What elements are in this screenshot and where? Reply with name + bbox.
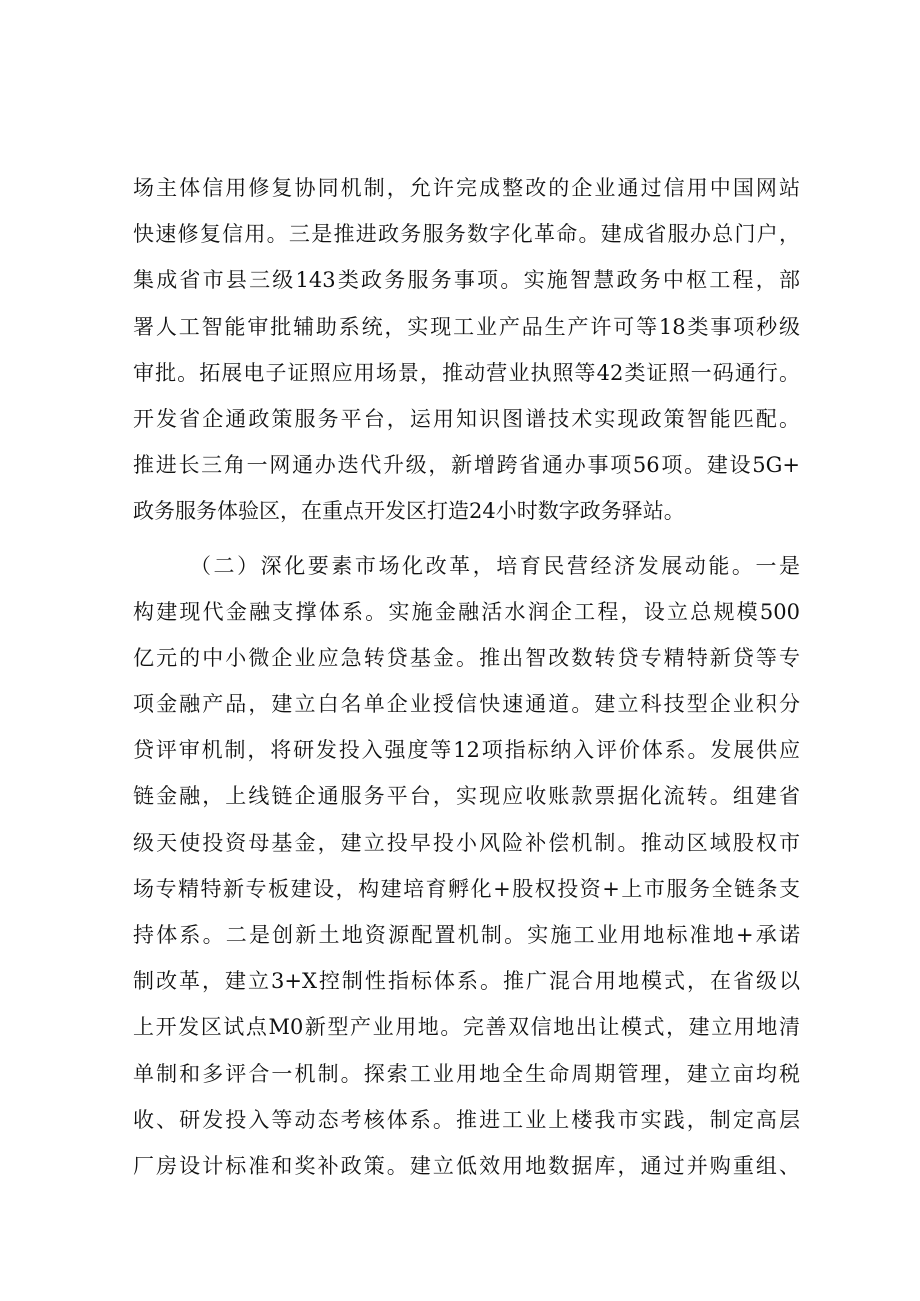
text-line: 政务服务体验区，在重点开发区打造24小时数字政务驿站。 [133,499,685,524]
text-line: 集成省市县三级143类政务服务事项。实施智慧政务中枢工程，部 [133,268,800,293]
text-line: 厂房设计标准和奖补政策。建立低效用地数据库，通过并购重组、 [133,1153,800,1178]
text-line: 署人工智能审批辅助系统，实现工业产品生产许可等18类事项秒级 [133,314,800,339]
paragraph-gap [133,535,800,543]
paragraph-2 [133,543,800,1190]
text-line: 制改革，建立3+X控制性指标体系。推广混合用地模式，在省级以 [133,969,800,994]
text-line: 推进长三角一网通办迭代升级，新增跨省通办事项56项。建设5G+ [133,453,800,478]
text-line: 上开发区试点M0新型产业用地。完善双信地出让模式，建立用地清 [133,1015,800,1040]
text-line: 开发省企通政策服务平台，运用知识图谱技术实现政策智能匹配。 [133,406,800,431]
document-body [133,165,800,1189]
text-line: 项金融产品，建立白名单企业授信快速通道。建立科技型企业积分 [133,692,800,717]
text-line: 收、研发投入等动态考核体系。推进工业上楼我市实践，制定高层 [133,1107,800,1132]
text-line: 持体系。二是创新土地资源配置机制。实施工业用地标准地+承诺 [133,923,800,947]
text-line: 亿元的中小微企业应急转贷基金。推出智改数转贷专精特新贷等专 [133,645,800,670]
text-line: 贷评审机制，将研发投入强度等12项指标纳入评价体系。发展供应 [133,738,800,763]
text-line: 级天使投资母基金，建立投早投小风险补偿机制。推动区域股权市 [133,830,800,855]
text-line: 场主体信用修复协同机制，允许完成整改的企业通过信用中国网站 [133,176,800,200]
text-line: 场专精特新专板建设，构建培育孵化+股权投资+上市服务全链条支 [133,876,800,901]
paragraph-1 [133,165,800,535]
text-line: 链金融，上线链企通服务平台，实现应收账款票据化流转。组建省 [133,784,800,809]
text-line: 构建现代金融支撑体系。实施金融活水润企工程，设立总规模500 [133,599,800,624]
section-heading-line: （二）深化要素市场化改革，培育民营经济发展动能。一是 [190,553,800,578]
text-line: 单制和多评合一机制。探索工业用地全生命周期管理，建立亩均税 [133,1061,800,1086]
text-line: 审批。拓展电子证照应用场景，推动营业执照等42类证照一码通行。 [133,360,800,385]
text-line: 快速修复信用。三是推进政务服务数字化革命。建成省服办总门户， [133,222,800,247]
